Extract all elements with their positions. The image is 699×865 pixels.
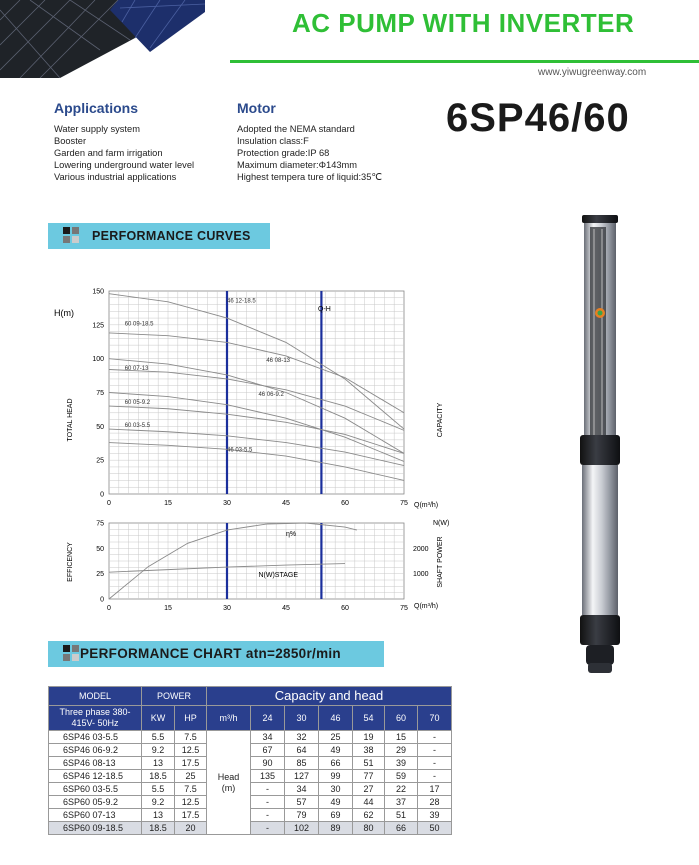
banner-square-icon bbox=[72, 236, 79, 243]
head-value-cell: 77 bbox=[353, 770, 385, 783]
series-label: η% bbox=[286, 531, 297, 539]
head-value-cell: 79 bbox=[285, 809, 319, 822]
head-value-cell: 80 bbox=[353, 822, 385, 835]
y-tick-label: 50 bbox=[96, 545, 104, 553]
y-tick-label: 0 bbox=[100, 491, 104, 499]
head-value-cell: 29 bbox=[385, 744, 418, 757]
head-value-cell: 34 bbox=[285, 783, 319, 796]
head-value-cell: 89 bbox=[319, 822, 353, 835]
kw-cell: 5.5 bbox=[142, 731, 175, 744]
y-tick-label: 50 bbox=[96, 423, 104, 431]
performance-table bbox=[48, 686, 452, 835]
capacity-header: 70 bbox=[418, 706, 452, 731]
table-row bbox=[49, 783, 452, 796]
y-tick-label: 25 bbox=[96, 457, 104, 465]
x-tick-label: 45 bbox=[282, 605, 290, 612]
head-value-cell: - bbox=[251, 796, 285, 809]
banner-square-icon bbox=[72, 645, 79, 652]
head-value-cell: - bbox=[418, 770, 452, 783]
head-value-cell: 17 bbox=[418, 783, 452, 796]
list-item: Highest tempera ture of liquid:35℃ bbox=[237, 172, 382, 182]
x-tick-label: 30 bbox=[223, 605, 231, 612]
head-value-cell: 127 bbox=[285, 770, 319, 783]
head-value-cell: 49 bbox=[319, 744, 353, 757]
head-value-cell: 22 bbox=[385, 783, 418, 796]
series-label: 60 09-18.5 bbox=[124, 321, 154, 328]
head-value-cell: 19 bbox=[353, 731, 385, 744]
series-label: 46 12-18.5 bbox=[227, 298, 256, 305]
series-label: 60 05-9.2 bbox=[124, 400, 151, 407]
hp-cell: 7.5 bbox=[175, 783, 207, 796]
head-value-cell: - bbox=[251, 809, 285, 822]
capacity-header: 54 bbox=[353, 706, 385, 731]
list-item: Water supply system bbox=[54, 124, 140, 134]
kw-cell: 9.2 bbox=[142, 744, 175, 757]
model-cell: 6SP46 03-5.5 bbox=[49, 731, 142, 744]
hp-cell: 7.5 bbox=[175, 731, 207, 744]
banner-square-icon bbox=[72, 654, 79, 661]
x-tick-label: 30 bbox=[223, 500, 231, 507]
head-value-cell: 67 bbox=[251, 744, 285, 757]
phase-label: Three phase 380-415V- 50Hz bbox=[49, 706, 142, 731]
shaft-power-axis-label: SHAFT POWER bbox=[437, 536, 444, 588]
model-cell: 6SP46 06-9.2 bbox=[49, 744, 142, 757]
banner-square-icon bbox=[63, 645, 70, 652]
model-cell: 6SP60 07-13 bbox=[49, 809, 142, 822]
head-axis-label: TOTAL HEAD bbox=[67, 398, 74, 442]
head-value-cell: 44 bbox=[353, 796, 385, 809]
banner-square-icon bbox=[63, 227, 70, 234]
head-value-cell: 37 bbox=[385, 796, 418, 809]
efficiency-axis-label: EFFICENCY bbox=[67, 542, 74, 582]
series-label: 60 03-5.5 bbox=[124, 423, 151, 430]
head-value-cell: 38 bbox=[353, 744, 385, 757]
head-value-cell: 66 bbox=[319, 757, 353, 770]
head-value-cell: 59 bbox=[385, 770, 418, 783]
y-tick-label: 75 bbox=[96, 520, 104, 528]
hp-cell: 17.5 bbox=[175, 757, 207, 770]
capacity-header: 60 bbox=[385, 706, 418, 731]
table-row bbox=[49, 744, 452, 757]
y2-tick-label: 2000 bbox=[413, 545, 429, 553]
head-value-cell: 64 bbox=[285, 744, 319, 757]
head-value-cell: 28 bbox=[418, 796, 452, 809]
shaft-power-unit: N(W) bbox=[433, 520, 450, 527]
solar-panel-image bbox=[0, 0, 205, 78]
list-item: Booster bbox=[54, 136, 87, 146]
column-header-model: MODEL bbox=[49, 687, 142, 706]
kw-cell: 18.5 bbox=[142, 822, 175, 835]
capacity-header: 30 bbox=[285, 706, 319, 731]
efficiency-chart-grid bbox=[109, 523, 404, 599]
head-value-cell: 57 bbox=[285, 796, 319, 809]
x-tick-label: 0 bbox=[107, 605, 111, 612]
performance-curves-heading: PERFORMANCE CURVES bbox=[92, 229, 251, 243]
y-tick-label: 25 bbox=[96, 571, 104, 579]
x-tick-label: 15 bbox=[164, 500, 172, 507]
head-value-cell: 39 bbox=[385, 757, 418, 770]
series-label: 60 07-13 bbox=[124, 366, 149, 373]
table-row bbox=[49, 757, 452, 770]
banner-square-icon bbox=[72, 227, 79, 234]
table-row bbox=[49, 822, 452, 835]
list-item: Various industrial applications bbox=[54, 172, 177, 182]
efficiency-x-unit: Q(m³/h) bbox=[414, 603, 439, 610]
series-label: 46 03-5.5 bbox=[227, 447, 253, 454]
table-body bbox=[49, 731, 452, 835]
model-cell: 6SP46 12-18.5 bbox=[49, 770, 142, 783]
pump-image bbox=[560, 215, 670, 677]
head-value-cell: 50 bbox=[418, 822, 452, 835]
head-value-cell: - bbox=[251, 783, 285, 796]
title-underline bbox=[230, 60, 699, 63]
banner-square-icon bbox=[63, 236, 70, 243]
list-item: Insulation class:F bbox=[237, 136, 309, 146]
head-value-cell: 34 bbox=[251, 731, 285, 744]
kw-cell: 18.5 bbox=[142, 770, 175, 783]
x-tick-label: 0 bbox=[107, 500, 111, 507]
kw-cell: 13 bbox=[142, 757, 175, 770]
applications-heading: Applications bbox=[54, 100, 139, 116]
head-value-cell: 27 bbox=[353, 783, 385, 796]
page-title: AC PUMP WITH INVERTER bbox=[292, 8, 635, 38]
x-tick-label: 15 bbox=[164, 605, 172, 612]
y-tick-label: 125 bbox=[92, 322, 104, 330]
capacity-header: 24 bbox=[251, 706, 285, 731]
head-value-cell: 102 bbox=[285, 822, 319, 835]
head-value-cell: 66 bbox=[385, 822, 418, 835]
table-row bbox=[49, 809, 452, 822]
performance-curves-chart bbox=[0, 280, 470, 620]
head-value-cell: 39 bbox=[418, 809, 452, 822]
y-tick-label: 100 bbox=[92, 356, 104, 364]
head-x-unit: Q(m³/h) bbox=[414, 502, 439, 509]
head-value-cell: - bbox=[418, 757, 452, 770]
motor-list bbox=[237, 123, 382, 183]
head-value-cell: 25 bbox=[319, 731, 353, 744]
column-header-capacity: Capacity and head bbox=[207, 687, 452, 706]
list-item: Adopted the NEMA standard bbox=[237, 124, 355, 134]
list-item: Lowering underground water level bbox=[54, 160, 195, 170]
series-label: 46 06-9.2 bbox=[258, 391, 284, 398]
banner-square-icon bbox=[63, 654, 70, 661]
performance-chart-heading: PERFORMANCE CHART atn=2850r/min bbox=[80, 646, 341, 661]
column-header-hp: HP bbox=[175, 706, 207, 731]
x-tick-label: 45 bbox=[282, 500, 290, 507]
hp-cell: 12.5 bbox=[175, 796, 207, 809]
performance-curves-banner bbox=[48, 223, 270, 249]
column-header-kw: KW bbox=[142, 706, 175, 731]
list-item: Garden and farm irrigation bbox=[54, 148, 163, 158]
x-tick-label: 75 bbox=[400, 605, 408, 612]
hp-cell: 25 bbox=[175, 770, 207, 783]
x-tick-label: 60 bbox=[341, 605, 349, 612]
list-item: Maximum diameter:Φ143mm bbox=[237, 160, 358, 170]
head-value-cell: - bbox=[418, 731, 452, 744]
kw-cell: 5.5 bbox=[142, 783, 175, 796]
qh-curve-label: Q-H bbox=[318, 306, 331, 313]
model-cell: 6SP60 03-5.5 bbox=[49, 783, 142, 796]
series-label: 46 08-13 bbox=[266, 358, 291, 365]
head-value-cell: 15 bbox=[385, 731, 418, 744]
head-value-cell: 51 bbox=[353, 757, 385, 770]
table-row bbox=[49, 770, 452, 783]
table-row bbox=[49, 731, 452, 744]
column-header-power: POWER bbox=[142, 687, 207, 706]
head-value-cell: 32 bbox=[285, 731, 319, 744]
model-cell: 6SP46 08-13 bbox=[49, 757, 142, 770]
hp-cell: 20 bbox=[175, 822, 207, 835]
table-row bbox=[49, 796, 452, 809]
motor-heading: Motor bbox=[237, 100, 276, 116]
head-value-cell: 69 bbox=[319, 809, 353, 822]
head-value-cell: 85 bbox=[285, 757, 319, 770]
performance-chart-banner bbox=[48, 641, 384, 667]
head-value-cell: 51 bbox=[385, 809, 418, 822]
head-value-cell: 49 bbox=[319, 796, 353, 809]
kw-cell: 13 bbox=[142, 809, 175, 822]
series-label: N(W)STAGE bbox=[258, 571, 299, 579]
y-tick-label: 150 bbox=[92, 288, 104, 296]
capacity-header: 46 bbox=[319, 706, 353, 731]
head-label: Head (m) bbox=[207, 731, 251, 835]
head-value-cell: 90 bbox=[251, 757, 285, 770]
head-value-cell: 30 bbox=[319, 783, 353, 796]
y-tick-label: 75 bbox=[96, 390, 104, 397]
y-tick-label: 0 bbox=[100, 596, 104, 604]
hp-cell: 12.5 bbox=[175, 744, 207, 757]
x-tick-label: 60 bbox=[341, 500, 349, 507]
model-number: 6SP46/60 bbox=[446, 96, 630, 140]
unit-header: m³/h bbox=[207, 706, 251, 731]
y2-tick-label: 1000 bbox=[413, 571, 429, 579]
head-value-cell: - bbox=[251, 822, 285, 835]
kw-cell: 9.2 bbox=[142, 796, 175, 809]
head-unit-label: H(m) bbox=[54, 308, 74, 318]
hp-cell: 17.5 bbox=[175, 809, 207, 822]
head-value-cell: - bbox=[418, 744, 452, 757]
head-value-cell: 135 bbox=[251, 770, 285, 783]
applications-list bbox=[54, 123, 194, 183]
model-cell: 6SP60 09-18.5 bbox=[49, 822, 142, 835]
capacity-axis-label: CAPACITY bbox=[437, 402, 444, 438]
website-url[interactable]: www.yiwugreenway.com bbox=[538, 67, 647, 78]
model-cell: 6SP60 05-9.2 bbox=[49, 796, 142, 809]
x-tick-label: 75 bbox=[400, 500, 408, 507]
head-value-cell: 99 bbox=[319, 770, 353, 783]
list-item: Protection grade:IP 68 bbox=[237, 148, 330, 158]
head-value-cell: 62 bbox=[353, 809, 385, 822]
